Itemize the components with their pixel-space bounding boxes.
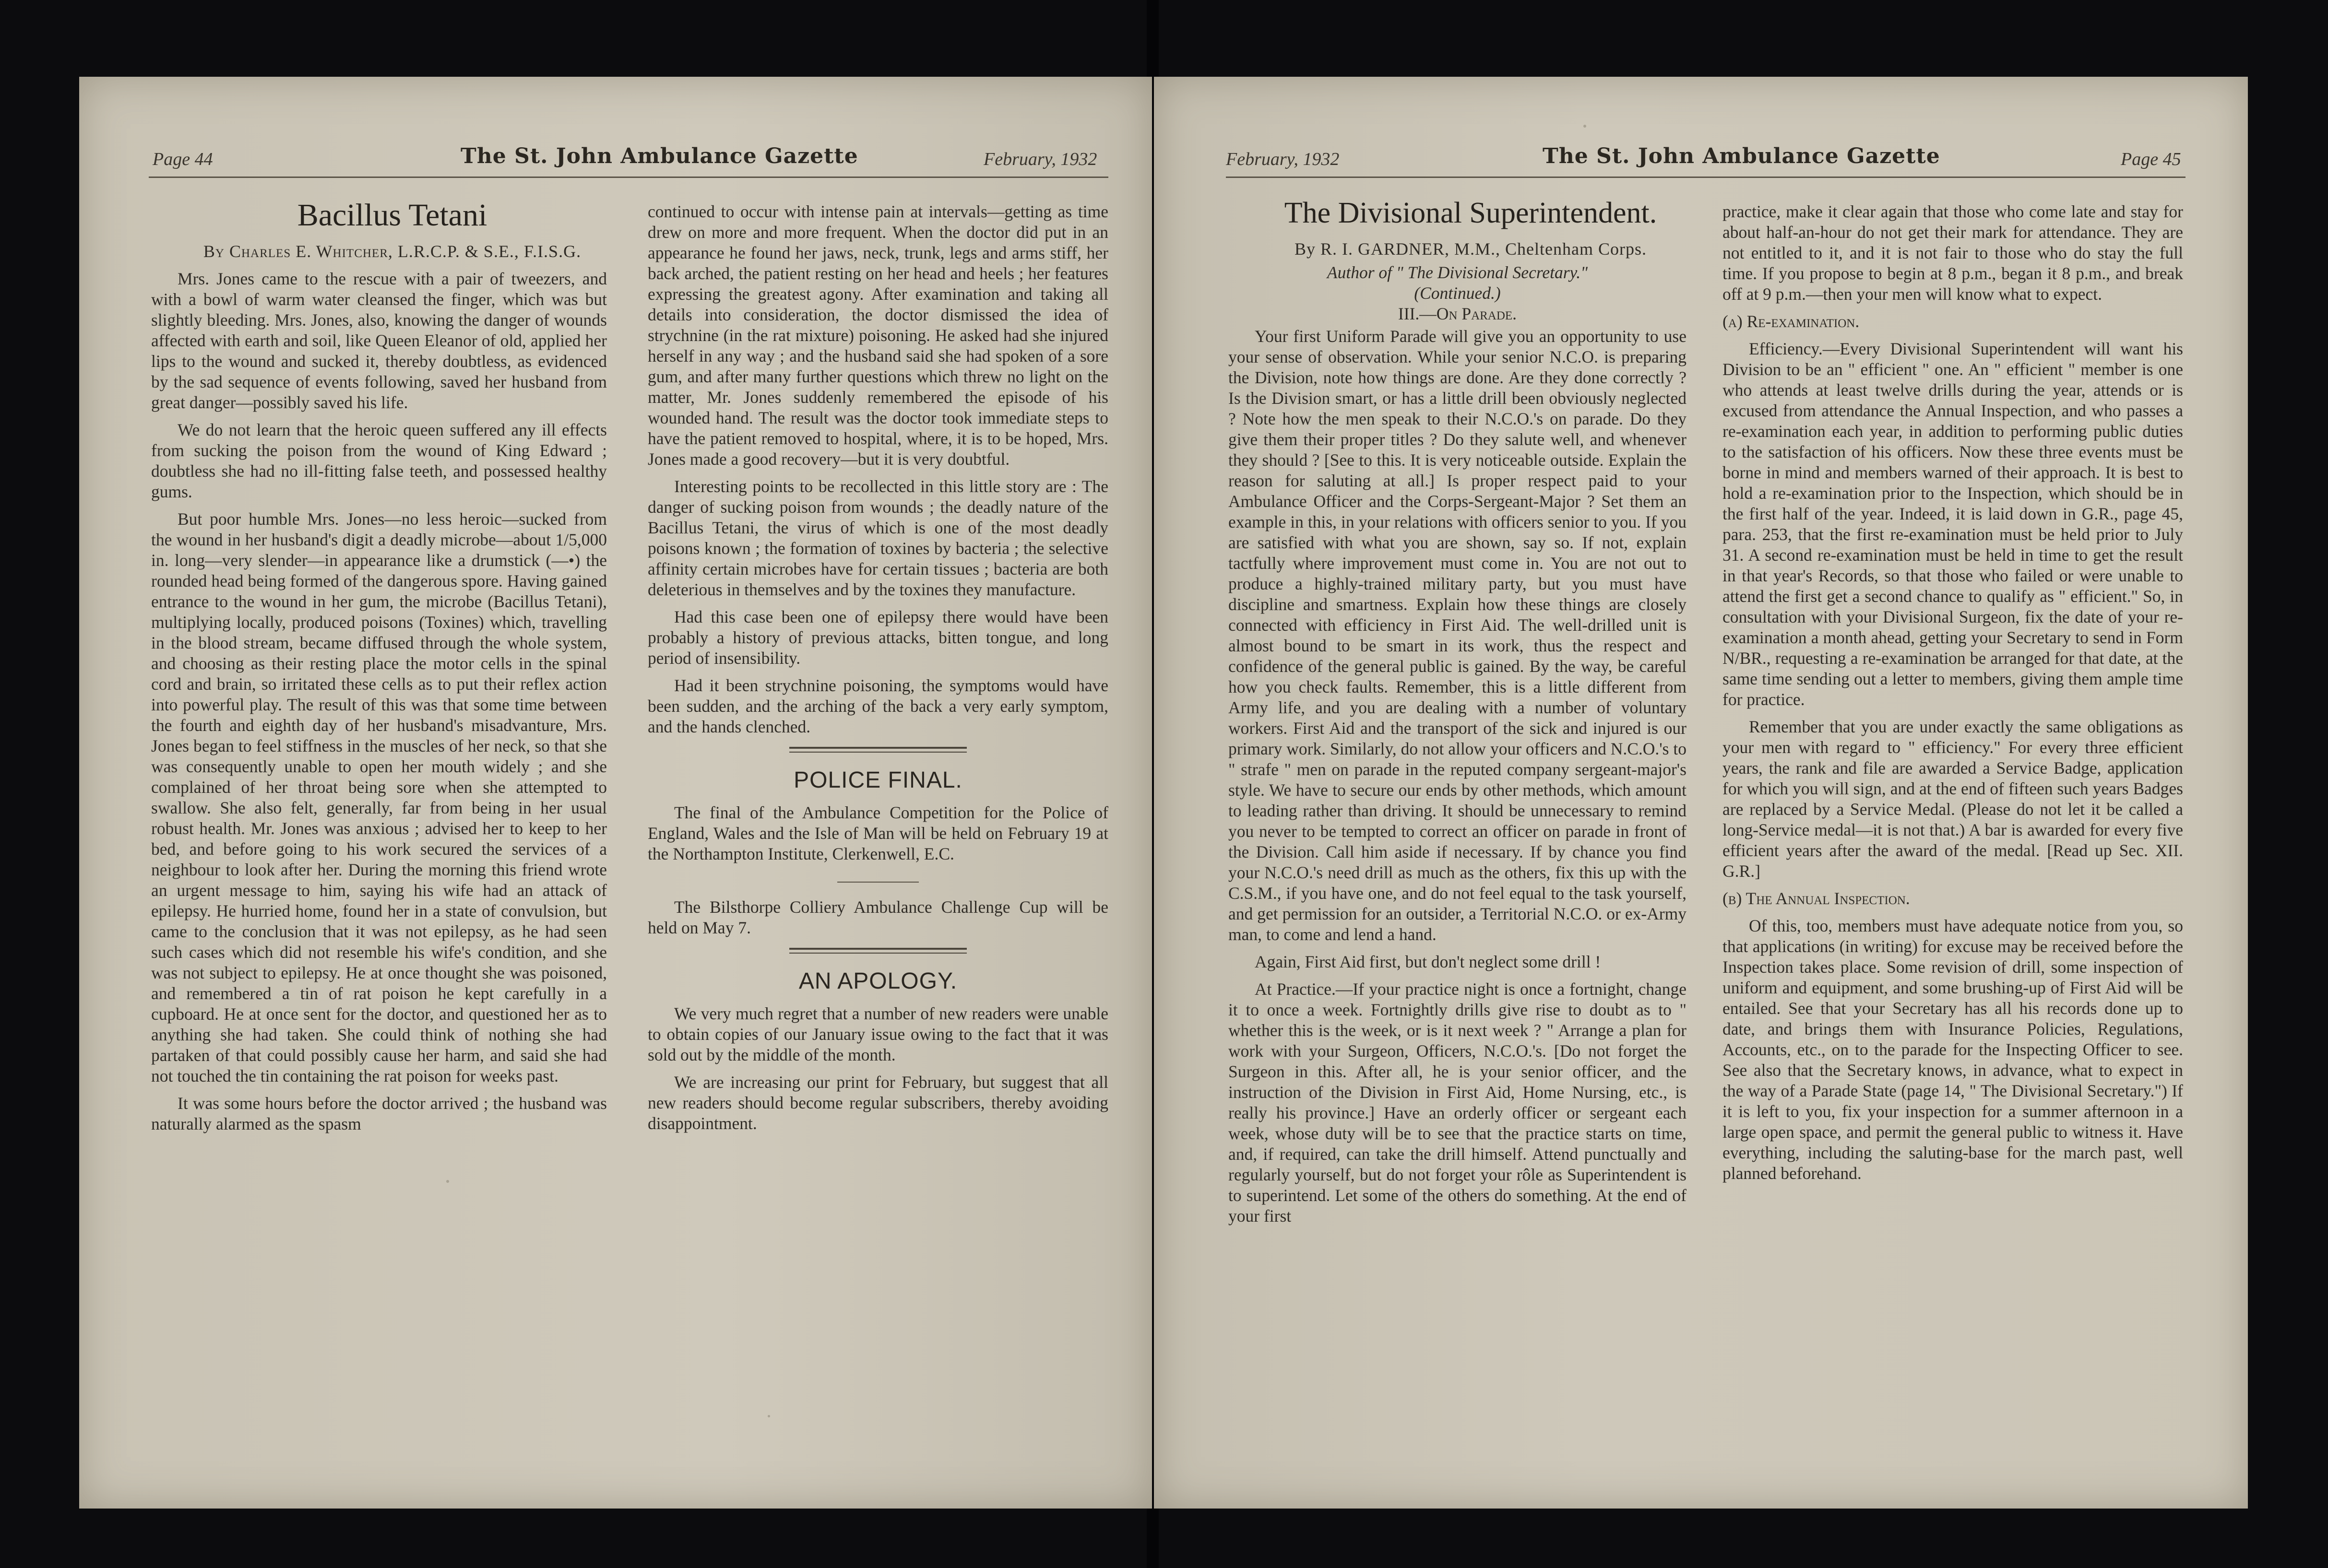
paragraph: Had it been strychnine poisoning, the symptoms would have been sudden, and the arching of the back a very early symptom, and the hands clenched. — [648, 676, 1108, 736]
police-final-heading: POLICE FINAL. — [794, 767, 962, 793]
paragraph: practice, make it clear again that those who come late and stay for about half-an-hour do not get their mark for attendance. They are not entitled to it, and it is not fair to those who do stay the full time. If you propose to begin at 8 p.m., began it 8 p.m., and break off at 9 p.m.—then your men will know what to expect. — [1722, 202, 2183, 304]
article-byline: By Charles E. Whitcher, L.R.C.P. & S.E., F.I.S.G. — [203, 242, 582, 261]
right-header-rule — [1226, 177, 2185, 178]
right-column-2 — [1722, 201, 2183, 1191]
paragraph: Mrs. Jones came to the rescue with a pair of tweezers, and with a bowl of warm water cleansed the finger, which was but slightly bleeding. Mrs. Jones, also, knowing the danger of wounds affected with earth and soil, like Queen Eleanor of old, applied her lips to the wound and sucked it, thereby doubtless, as evidenced by the sad sequence of events following, saved her husband from great danger—possibly saved his life. — [151, 269, 607, 412]
right-date-label: February, 1932 — [1226, 149, 1340, 169]
paragraph: Remember that you are under exactly the same obligations as your men with regard to " efficiency." For every three efficient years, the rank and file are awarded a Service Badge, application for which you will sign, and at the end of fifteen such years Badges are replaced by a Service Medal. (Please do not let it be called a long-Service medal—it is not that.) A bar is awarded for every five efficient years after the award of the medal. [Read up Sec. XII. G.R.] — [1722, 717, 2183, 881]
paragraph: Efficiency.—Every Divisional Superintendent will want his Division to be an " efficient " one. An " efficient " member is one who attends at least twelve drills during the year, attends or is excused from attendance the Annual Inspection, and who passes a re-examination each year, in addition to performing public duties to the satisfaction of his officers. Now these three events must be borne in mind and members warned of their approach. It is best to hold a re-examination prior to the Inspection, which should be in the first half of the year. Indeed, it is laid down in G.R., page 45, para. 253, that the first re-examination must be held prior to July 31. A second re-examination must be held in time to get the result in that year's Records, so that those who failed or were unable to attend the first get a second chance to qualify as " efficient." So, in consultation with your Divisional Surgeon, fix the date of your re-examination a month ahead, getting your Secretary to send in Form N/BR., requesting a re-examination be arranged for that date, at the same time sending out a letter to members, giving them ample time for practice. — [1722, 339, 2183, 709]
paragraph: The Bilsthorpe Colliery Ambulance Challenge Cup will be held on May 7. — [648, 897, 1108, 937]
apology-heading: AN APOLOGY. — [798, 968, 958, 994]
paragraph: Of this, too, members must have adequate notice from you, so that applications (in writing) for excuse may be received before the Inspection takes place. Some revision of drill, some inspection of uniform and equipment, and some brushing-up of First Aid will be entailed. See that your Secretary has all his records done up to date, and brings them with Insurance Policies, Regulations, Accounts, etc., on to the parade for the Inspecting Officer to see. See also that the Secretary knows, in advance, what to expect in the way of a Parade State (page 14, " The Divisional Secretary.") If it is left to you, fix your inspection for a summer afternoon in a large open space, and permit the general public to witness it. Have everything, including the saluting-base for the march past, well planned beforehand. — [1722, 916, 2183, 1183]
paragraph: Again, First Aid first, but don't neglect some drill ! — [1255, 952, 1601, 971]
short-divider — [837, 882, 919, 883]
paper-speck — [1583, 125, 1586, 128]
paragraph: The final of the Ambulance Competition for the Police of England, Wales and the Isle of Man will be held on February 19 at the Northampton Institute, Clerkenwell, E.C. — [648, 803, 1108, 863]
continued-note: (Continued.) — [1414, 283, 1501, 303]
article-title: The Divisional Superintendent. — [1284, 197, 1657, 229]
article-title: Bacillus Tetani — [297, 198, 487, 233]
paper-speck — [768, 1415, 770, 1417]
author-note: Author of " The Divisional Secretary." — [1327, 263, 1588, 282]
paragraph: We are increasing our print for February, but suggest that all new readers should become regular subscribers, thereby avoiding disappointment. — [648, 1073, 1108, 1133]
paragraph: Had this case been one of epilepsy there would have been probably a history of previous attacks, bitten tongue, and long period of insensibility. — [648, 607, 1108, 668]
paragraph: We do not learn that the heroic queen suffered any ill effects from sucking the poison from the wound of King Edward ; doubtless she had no ill-fitting false teeth, and possessed healthy gums. — [151, 420, 607, 501]
paragraph: Your first Uniform Parade will give you an opportunity to use your sense of observation. While your senior N.C.O. is preparing the Division, note how things are done. Are they done correctly ? Is the Division smart, or has a little drill been obviously neglected ? Note how the men speak to their N.C.O.'s on parade. Do they give them their proper titles ? Do they salute well, and whenever they should ? [See to this. It is very noticeable outside. Explain the reason for saluting at all.] Is proper respect paid to your Ambulance Officer and the Corps-Sergeant-Major ? Set them an example in this, in your relations with officers senior to you. If you are satisfied with what you are shown, say so. If not, explain tactfully where improvement must come in. You are not out to produce a highly-trained military party, but you must have discipline and smartness. Explain how these things are closely connected with efficiency in First Aid. The well-drilled unit is almost bound to be smart in its work, thus the respect and confidence of the general public is gained. By the way, be careful how you check faults. Remember, this is a little different from Army life, and you are dealing with a number of voluntary workers. First Aid and the transport of the sick and injured is our primary work. Similarly, do not allow your officers and N.C.O.'s to " strafe " men on parade in the reputed company sergeant-major's style. We have to secure our ends by other methods, which amount to leading rather than driving. It should be unnecessary to remind you never to be tempted to correct an officer on parade in front of the Division. Call him aside if necessary. If by chance you find your N.C.O.'s need drill as much as the others, fix this up with the C.S.M., if you have one, and do not feel equal to the task yourself, and get permission for an outsider, a Territorial N.C.O. or ex-Army man, to come and lend a hand. — [1228, 327, 1687, 944]
article-byline: By R. I. GARDNER, M.M., Cheltenham Corps. — [1295, 239, 1647, 259]
paper-speck — [446, 1180, 449, 1183]
section-heading: III.—On Parade. — [1398, 304, 1517, 323]
left-header-rule — [149, 177, 1108, 178]
paragraph: At Practice.—If your practice night is once a fortnight, change it to once a week. Fortnightly drills give rise to doubt as to " whether this is the week, or is it next week ? " Arrange a plan for work with your Surgeon, Officers, N.C.O.'s. [Do not forget the Surgeon in this. After all, he is your senior officer, and the instruction of the Division in First Aid, Home Nursing, etc., is really his province.] Have an orderly officer or sergeant each week, whose duty will be to see that the practice starts on time, and, if required, can take the drill himself. Attend punctually and regularly yourself, but do not forget your rôle as Superintendent is to superintend. Let some of the others do something. At the end of your first — [1228, 979, 1687, 1226]
subsection-heading: (b) The Annual Inspection. — [1722, 889, 1910, 908]
right-column-1 — [1228, 194, 1687, 1233]
subsection-heading: (a) Re-examination. — [1722, 312, 1860, 331]
paragraph: Interesting points to be recollected in this little story are : The danger of sucking poison from wounds ; the deadly nature of the Bacillus Tetani, the virus of which is one of the most deadly poisons known ; the formation of toxines by bacteria ; the selective affinity certain microbes have for certain tissues ; bacteria are both deleterious in themselves and by the toxines they manufacture. — [648, 477, 1108, 599]
left-masthead: The St. John Ambulance Gazette — [461, 144, 858, 168]
paragraph: It was some hours before the doctor arrived ; the husband was naturally alarmed as the spasm — [151, 1094, 607, 1133]
section-divider — [789, 948, 967, 954]
right-masthead: The St. John Ambulance Gazette — [1543, 144, 1940, 168]
left-date-label: February, 1932 — [984, 149, 1097, 169]
paragraph: continued to occur with intense pain at intervals—getting as time drew on more and more frequent. When the doctor did put in an appearance he found her jaws, neck, trunk, legs and arms stiff, her back arched, the patient resting on her head and heels ; her features expressing the greatest agony. After examination and taking all details into consideration, the doctor dismissed the idea of strychnine (in the rat mixture) poisoning. He asked had she injured herself in any way ; and the husband said she had spoken of a sore gum, and after many further questions which threw no light on the matter, Mr. Jones suddenly remembered the episode of his wounded hand. The result was the doctor took immediate steps to have the patient removed to hospital, where, it is to be hoped, Mrs. Jones made a good recovery—but it is very doubtful. — [648, 202, 1108, 469]
left-column-2 — [648, 201, 1108, 1141]
paragraph: But poor humble Mrs. Jones—no less heroic—sucked from the wound in her husband's digit a deadly microbe—about 1/5,000 in. long—very slender—in appearance like a drumstick (—•) the rounded head being formed of the dangerous spore. Having gained entrance to the wound in her gum, the microbe (Bacillus Tetani), multiplying locally, produced poisons (Toxines) which, travelling in the blood stream, became diffused through the whole system, and choosing as their resting place the motor cells in the spinal cord and brain, so irritated these cells as to put their reflex action into powerful play. The result of this was that some time between the fourth and eighth day of her husband's misadvanture, Mrs. Jones began to feel stiffness in the muscles of her neck, so that she was consequently unable to open her mouth widely ; and she complained of her throat being sore when she attempted to swallow. She also felt, generally, far from being in her usual robust health. Mr. Jones was anxious ; advised her to keep to her bed, and before going to his work secured the services of a neighbour to look after her. During the morning this friend wrote an urgent message to him, saying his wife had an attack of epilepsy. He hurried home, found her in a state of convulsion, but came to the conclusion that it was not epilepsy, as he had seen such cases which did not resemble his wife's condition, and she was not subject to epilepsy. He at once thought she was poisoned, and remembered a tin of rat poison he kept carefully in a cupboard. He at once sent for the doctor, and questioned her as to anything she had taken. She could think of nothing she had partaken of that could possibly cause her harm, and said she had not touched the tin containing the rat poison for weeks past. — [151, 509, 607, 1085]
right-page-number: Page 45 — [2121, 149, 2181, 169]
paragraph: We very much regret that a number of new readers were unable to obtain copies of our January issue owing to the fact that it was sold out by the middle of the month. — [648, 1004, 1108, 1064]
left-page-number: Page 44 — [153, 149, 213, 169]
left-column-1 — [151, 197, 607, 1141]
section-divider — [789, 747, 967, 753]
